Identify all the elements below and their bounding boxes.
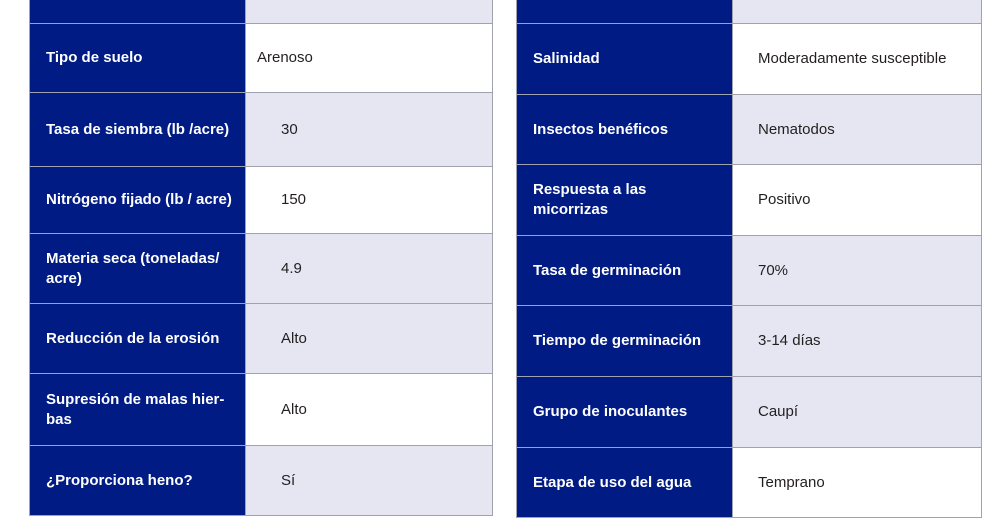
row-label bbox=[517, 0, 733, 24]
table-row bbox=[30, 234, 493, 304]
row-value: Moderadamente susceptible bbox=[733, 24, 982, 95]
row-label bbox=[30, 0, 246, 24]
table-row bbox=[517, 448, 982, 518]
row-label: Tasa de siembra (lb /acre) bbox=[30, 93, 246, 167]
row-value: 3-14 días bbox=[733, 306, 982, 377]
row-label: Insectos benéficos bbox=[517, 95, 733, 165]
table-row bbox=[517, 306, 982, 377]
row-value: Arenoso bbox=[246, 24, 493, 93]
table-row bbox=[517, 95, 982, 165]
row-value: 70% bbox=[733, 236, 982, 306]
row-label: Grupo de inoculantes bbox=[517, 377, 733, 448]
table-row bbox=[517, 165, 982, 236]
row-value: Alto bbox=[246, 304, 493, 374]
right-attributes-table bbox=[516, 0, 982, 518]
left-attributes-table bbox=[29, 0, 493, 516]
row-label: Reducción de la erosión bbox=[30, 304, 246, 374]
row-value bbox=[246, 0, 493, 24]
table-row bbox=[517, 24, 982, 95]
row-value: Sí bbox=[246, 446, 493, 516]
row-label: Materia seca (toneladas/ acre) bbox=[30, 234, 246, 304]
row-value: Caupí bbox=[733, 377, 982, 448]
row-label: Etapa de uso del agua bbox=[517, 448, 733, 518]
row-value: 150 bbox=[246, 167, 493, 234]
row-label: Tiempo de germinación bbox=[517, 306, 733, 377]
row-label: Tipo de suelo bbox=[30, 24, 246, 93]
row-label: Nitrógeno fijado (lb / acre) bbox=[30, 167, 246, 234]
row-label: Tasa de germinación bbox=[517, 236, 733, 306]
row-value: 4.9 bbox=[246, 234, 493, 304]
table-row bbox=[30, 446, 493, 516]
table-row bbox=[517, 377, 982, 448]
table-row bbox=[517, 0, 982, 24]
table-row bbox=[30, 93, 493, 167]
table-row bbox=[30, 24, 493, 93]
row-label: Salinidad bbox=[517, 24, 733, 95]
row-value: Alto bbox=[246, 374, 493, 446]
row-value bbox=[733, 0, 982, 24]
table-row bbox=[30, 374, 493, 446]
row-label: ¿Proporciona heno? bbox=[30, 446, 246, 516]
table-row bbox=[30, 0, 493, 24]
row-label: Supresión de malas hier- bas bbox=[30, 374, 246, 446]
table-row bbox=[30, 304, 493, 374]
table-row bbox=[517, 236, 982, 306]
table-row bbox=[30, 167, 493, 234]
row-value: Temprano bbox=[733, 448, 982, 518]
row-value: Positivo bbox=[733, 165, 982, 236]
row-value: 30 bbox=[246, 93, 493, 167]
row-value: Nematodos bbox=[733, 95, 982, 165]
row-label: Respuesta a las micorrizas bbox=[517, 165, 733, 236]
